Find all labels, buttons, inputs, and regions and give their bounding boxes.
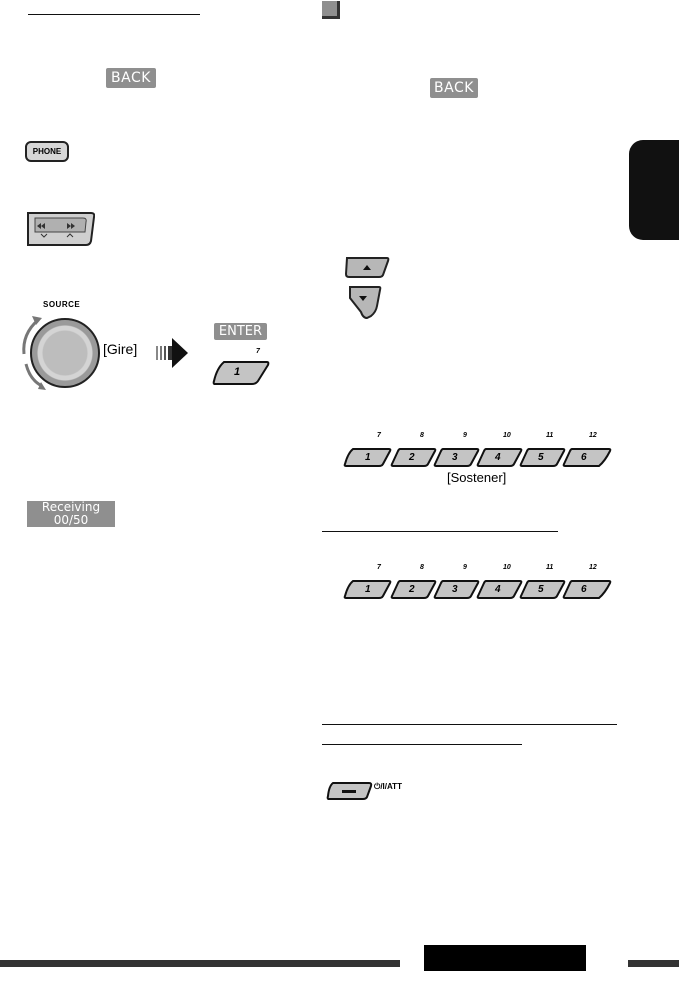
section-rule — [322, 531, 558, 532]
power-button-icon[interactable] — [325, 780, 375, 802]
down-button-icon[interactable] — [347, 284, 383, 320]
language-side-tab — [629, 140, 679, 240]
source-knob[interactable] — [30, 318, 100, 388]
section-rule — [322, 724, 617, 725]
section-rule — [322, 744, 522, 745]
preset-number: 2 — [409, 452, 415, 463]
preset-number: 3 — [452, 584, 458, 595]
preset-number: 1 — [365, 452, 371, 463]
preset-alt-number: 8 — [420, 432, 424, 439]
preset-number: 6 — [581, 452, 587, 463]
preset-alt-number: 10 — [503, 432, 511, 439]
preset-row — [343, 564, 613, 604]
receiving-line-2: 00/50 — [53, 513, 89, 527]
preset-number: 5 — [538, 584, 544, 595]
preset-alt-number: 7 — [377, 432, 381, 439]
preset-alt-number: 8 — [420, 564, 424, 571]
preset-key-1-large[interactable] — [212, 360, 270, 386]
enter-button[interactable]: ENTER — [214, 323, 267, 340]
footer-page-box — [424, 945, 586, 971]
receiving-line-1: Receiving — [41, 500, 101, 514]
preset-number: 5 — [538, 452, 544, 463]
power-att-label: ⏻/I/ATT — [374, 782, 402, 791]
back-button-right[interactable]: BACK — [430, 78, 478, 98]
preset-alt-number: 9 — [463, 432, 467, 439]
phone-button[interactable]: PHONE — [25, 141, 69, 162]
source-label: SOURCE — [43, 300, 81, 309]
next-step-arrow-icon — [156, 336, 188, 370]
preset-number: 1 — [365, 584, 371, 595]
footer-bar-left — [0, 960, 400, 967]
preset-alt-number: 9 — [463, 564, 467, 571]
turn-instruction: [Gire] — [103, 341, 138, 357]
preset-alt-number: 11 — [546, 564, 554, 571]
section-bullet-icon — [322, 1, 340, 19]
footer-bar-right — [628, 960, 679, 967]
preset-alt-number: 12 — [589, 432, 597, 439]
hold-instruction: [Sostener] — [447, 470, 507, 485]
preset-number: 2 — [409, 584, 415, 595]
section-rule — [28, 14, 200, 15]
preset-alt-number: 12 — [589, 564, 597, 571]
preset-row-hold — [343, 432, 613, 472]
preset-keys-row-2[interactable] — [343, 579, 613, 601]
preset-number: 4 — [495, 452, 501, 463]
preset-alt-number: 11 — [546, 432, 554, 439]
enter-key-main-number: 1 — [234, 366, 241, 378]
preset-alt-number: 7 — [377, 564, 381, 571]
preset-alt-number: 10 — [503, 564, 511, 571]
preset-number: 6 — [581, 584, 587, 595]
enter-key-top-number: 7 — [256, 348, 260, 355]
preset-number: 4 — [495, 584, 501, 595]
seek-button-icon[interactable] — [25, 209, 95, 247]
preset-keys-row-1[interactable] — [343, 447, 613, 469]
up-button-icon[interactable] — [343, 255, 391, 279]
preset-number: 3 — [452, 452, 458, 463]
back-button[interactable]: BACK — [106, 68, 156, 88]
receiving-display — [27, 501, 115, 527]
